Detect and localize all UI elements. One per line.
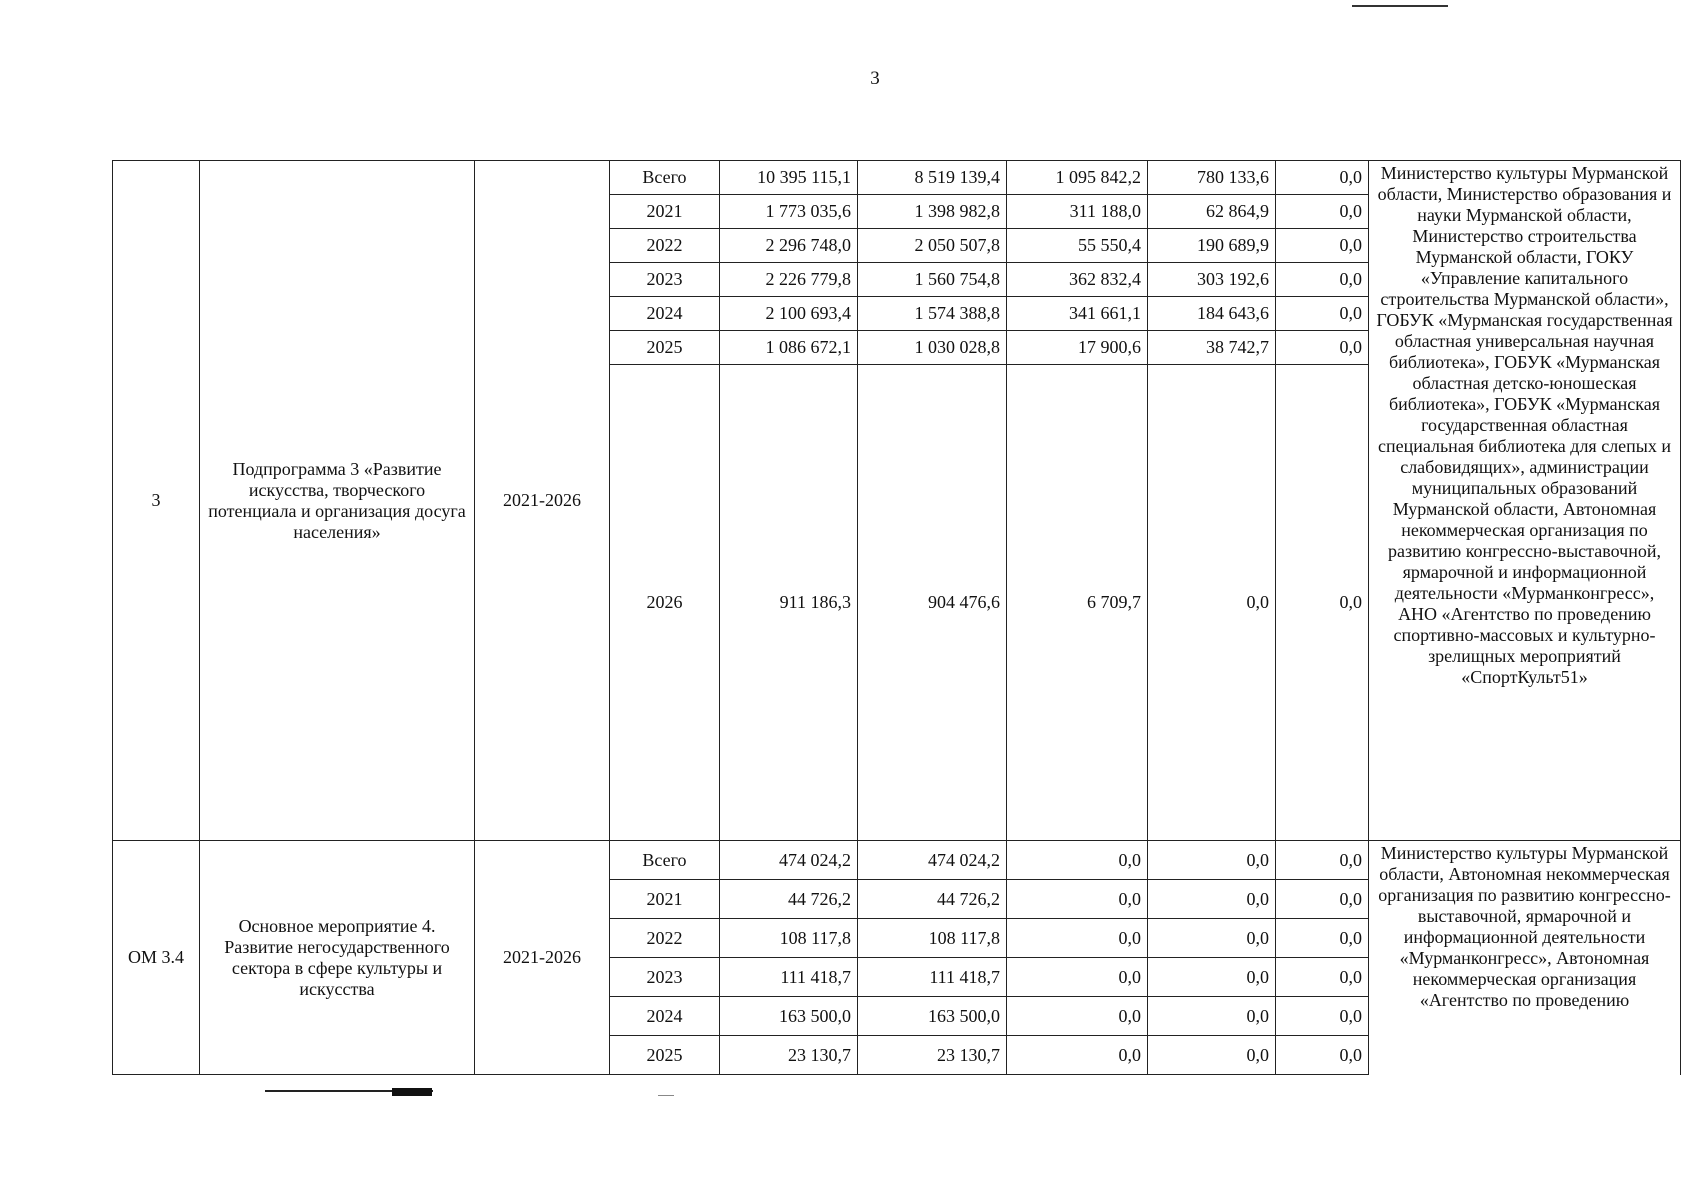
federal-budget-cell: 311 188,0	[1007, 195, 1148, 229]
regional-budget-cell: 904 476,6	[858, 365, 1007, 841]
local-budget-cell: 190 689,9	[1148, 229, 1276, 263]
regional-budget-cell: 8 519 139,4	[858, 161, 1007, 195]
other-sources-cell: 0,0	[1276, 229, 1369, 263]
year-cell: 2023	[610, 958, 720, 997]
regional-budget-cell: 1 030 028,8	[858, 331, 1007, 365]
budget-table-body	[113, 161, 1681, 1075]
executors-cell: Министерство культуры Мурманской области, Автономная некоммерческая организация по развитию конгрессно-выставочной, ярмарочной и информационной деятельности «Мурманконгресс», Автономная некоммерческая организация «Агентство по проведению	[1369, 841, 1681, 1075]
regional-budget-cell: 111 418,7	[858, 958, 1007, 997]
federal-budget-cell: 0,0	[1007, 958, 1148, 997]
top-rule	[1352, 5, 1448, 7]
period-cell: 2021-2026	[475, 841, 610, 1075]
total-cell: 163 500,0	[720, 997, 858, 1036]
total-cell: 111 418,7	[720, 958, 858, 997]
regional-budget-cell: 474 024,2	[858, 841, 1007, 880]
other-sources-cell: 0,0	[1276, 195, 1369, 229]
local-budget-cell: 303 192,6	[1148, 263, 1276, 297]
table-row	[113, 161, 1681, 195]
federal-budget-cell: 55 550,4	[1007, 229, 1148, 263]
local-budget-cell: 0,0	[1148, 1036, 1276, 1075]
year-cell: 2026	[610, 365, 720, 841]
table-row	[113, 841, 1681, 880]
executors-cell: Министерство культуры Мурманской области, Министерство образования и науки Мурманской области, Министерство строительства Мурманской области, ГОКУ «Управление капитального строительства Мурманской области», ГОБУК «Мурманская государственная областная универсальная научная библиотека», ГОБУК «Мурманская областная детско-юношеская библиотека», ГОБУК «Мурманская государственная областная специальная библиотека для слепых и слабовидящих», администрации муниципальных образований Мурманской области, Автономная некоммерческая организация по развитию конгрессно-выставочной, ярмарочной и информационной деятельности «Мурманконгресс», АНО «Агентство по проведению спортивно-массовых и культурно-зрелищных мероприятий «СпортКульт51»	[1369, 161, 1681, 841]
federal-budget-cell: 17 900,6	[1007, 331, 1148, 365]
year-cell: 2022	[610, 919, 720, 958]
year-cell: 2024	[610, 297, 720, 331]
total-cell: 10 395 115,1	[720, 161, 858, 195]
other-sources-cell: 0,0	[1276, 297, 1369, 331]
other-sources-cell: 0,0	[1276, 997, 1369, 1036]
local-budget-cell: 0,0	[1148, 997, 1276, 1036]
item-name-cell: Подпрограмма 3 «Развитие искусства, творческого потенциала и организация досуга населения»	[200, 161, 475, 841]
regional-budget-cell: 163 500,0	[858, 997, 1007, 1036]
total-cell: 2 100 693,4	[720, 297, 858, 331]
other-sources-cell: 0,0	[1276, 161, 1369, 195]
year-cell: 2023	[610, 263, 720, 297]
total-cell: 1 086 672,1	[720, 331, 858, 365]
period-cell: 2021-2026	[475, 161, 610, 841]
total-cell: 44 726,2	[720, 880, 858, 919]
local-budget-cell: 0,0	[1148, 841, 1276, 880]
scan-artifact-dots	[658, 1095, 674, 1096]
item-name-cell: Основное мероприятие 4. Развитие негосударственного сектора в сфере культуры и искусства	[200, 841, 475, 1075]
local-budget-cell: 0,0	[1148, 919, 1276, 958]
regional-budget-cell: 1 574 388,8	[858, 297, 1007, 331]
federal-budget-cell: 341 661,1	[1007, 297, 1148, 331]
page-number: 3	[870, 68, 880, 89]
federal-budget-cell: 0,0	[1007, 997, 1148, 1036]
regional-budget-cell: 44 726,2	[858, 880, 1007, 919]
total-cell: 474 024,2	[720, 841, 858, 880]
item-number-cell: 3	[113, 161, 200, 841]
year-cell: 2022	[610, 229, 720, 263]
local-budget-cell: 0,0	[1148, 880, 1276, 919]
regional-budget-cell: 108 117,8	[858, 919, 1007, 958]
federal-budget-cell: 0,0	[1007, 880, 1148, 919]
other-sources-cell: 0,0	[1276, 331, 1369, 365]
other-sources-cell: 0,0	[1276, 1036, 1369, 1075]
regional-budget-cell: 23 130,7	[858, 1036, 1007, 1075]
item-number-cell: ОМ 3.4	[113, 841, 200, 1075]
total-cell: 23 130,7	[720, 1036, 858, 1075]
year-cell: Всего	[610, 841, 720, 880]
year-cell: 2024	[610, 997, 720, 1036]
year-cell: 2025	[610, 331, 720, 365]
local-budget-cell: 38 742,7	[1148, 331, 1276, 365]
other-sources-cell: 0,0	[1276, 919, 1369, 958]
regional-budget-cell: 1 560 754,8	[858, 263, 1007, 297]
year-cell: 2021	[610, 195, 720, 229]
regional-budget-cell: 2 050 507,8	[858, 229, 1007, 263]
other-sources-cell: 0,0	[1276, 365, 1369, 841]
year-cell: Всего	[610, 161, 720, 195]
federal-budget-cell: 1 095 842,2	[1007, 161, 1148, 195]
federal-budget-cell: 0,0	[1007, 919, 1148, 958]
year-cell: 2025	[610, 1036, 720, 1075]
total-cell: 1 773 035,6	[720, 195, 858, 229]
budget-table	[112, 160, 1681, 1075]
local-budget-cell: 0,0	[1148, 958, 1276, 997]
federal-budget-cell: 6 709,7	[1007, 365, 1148, 841]
other-sources-cell: 0,0	[1276, 841, 1369, 880]
other-sources-cell: 0,0	[1276, 880, 1369, 919]
total-cell: 2 296 748,0	[720, 229, 858, 263]
year-cell: 2021	[610, 880, 720, 919]
total-cell: 2 226 779,8	[720, 263, 858, 297]
other-sources-cell: 0,0	[1276, 958, 1369, 997]
total-cell: 911 186,3	[720, 365, 858, 841]
federal-budget-cell: 362 832,4	[1007, 263, 1148, 297]
regional-budget-cell: 1 398 982,8	[858, 195, 1007, 229]
scan-artifact-blob	[392, 1088, 432, 1096]
local-budget-cell: 62 864,9	[1148, 195, 1276, 229]
federal-budget-cell: 0,0	[1007, 841, 1148, 880]
local-budget-cell: 0,0	[1148, 365, 1276, 841]
local-budget-cell: 184 643,6	[1148, 297, 1276, 331]
other-sources-cell: 0,0	[1276, 263, 1369, 297]
federal-budget-cell: 0,0	[1007, 1036, 1148, 1075]
local-budget-cell: 780 133,6	[1148, 161, 1276, 195]
total-cell: 108 117,8	[720, 919, 858, 958]
